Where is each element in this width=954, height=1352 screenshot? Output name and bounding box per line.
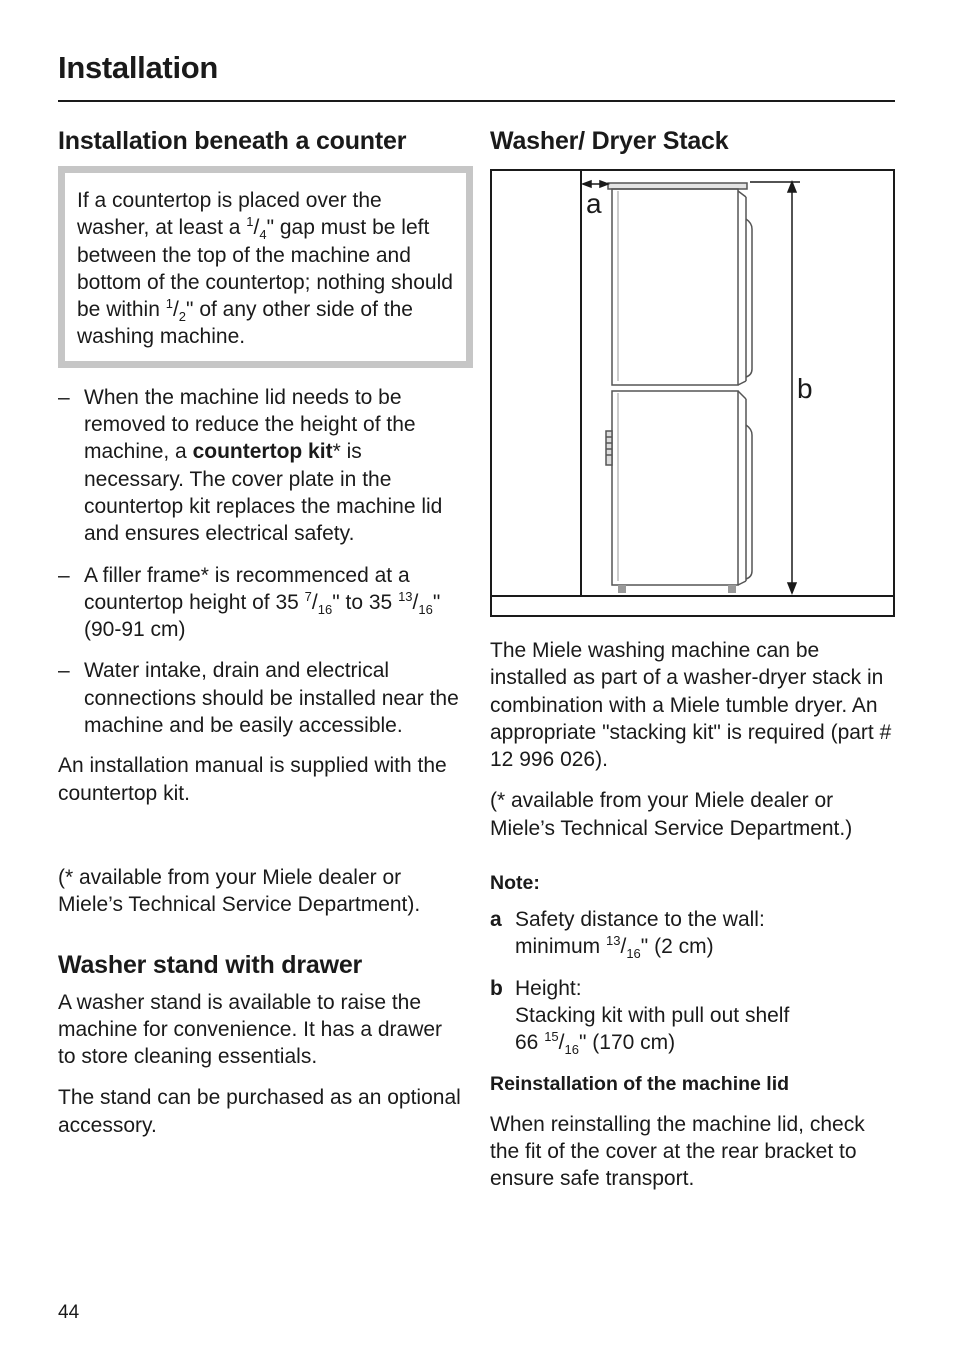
- countertop-kit-term: countertop kit: [192, 440, 333, 464]
- diagram-frame: [491, 170, 894, 616]
- availability-note: (* available from your Miele dealer or Miele’s Technical Service Department).: [58, 865, 421, 917]
- dryer-unit: [608, 183, 752, 385]
- note-list: [490, 906, 895, 1056]
- page-number: 44: [58, 1302, 80, 1323]
- stand-purchase-note: The stand can be purchased as an optional accessory.: [58, 1086, 461, 1137]
- stand-description: A washer stand is available to raise the machine for convenience. It has a drawer to store cleaning essentials.: [58, 990, 443, 1069]
- stand-heading: Washer stand with drawer: [58, 950, 363, 979]
- page-title: Installation: [58, 50, 219, 85]
- counter-heading: Installation beneath a counter: [58, 127, 407, 155]
- list-item: – A filler frame* is recommenced at a countertop height of 35 $^7/_{16}$" to 35 $^{13}/_{16}$" (90-91 cm): [58, 563, 441, 642]
- title-divider: [58, 100, 895, 102]
- note-heading: Note:: [490, 872, 540, 895]
- warning-box: [58, 166, 473, 368]
- list-item: – When the machine lid needs to be removed to reduce the height of the machine, a countertop kit* is necessary. The cover plate in the countertop kit replaces the machine lid and ensures electrical safety.: [58, 385, 443, 546]
- dimension-a-arrow: [583, 181, 608, 187]
- warning-text: If a countertop is placed over the washer, at least a $^1/_4$" gap must be left between the top of the machine and bottom of the countertop; nothing should be within $^1/_2$" of any other side of the washing machine.: [77, 189, 453, 349]
- reinstall-description: When reinstalling the machine lid, check the fit of the cover at the rear bracket to ensure safe transport.: [490, 1112, 865, 1191]
- washer-unit: [606, 391, 752, 593]
- dimension-b-label: b: [797, 373, 813, 404]
- counter-bullet-list: [58, 384, 463, 740]
- reinstall-heading: Reinstallation of the machine lid: [490, 1072, 790, 1095]
- stack-availability-note: (* available from your Miele dealer or Miele’s Technical Service Department.): [490, 789, 853, 840]
- stack-heading: Washer/ Dryer Stack: [490, 127, 729, 155]
- right-column: [490, 125, 895, 1192]
- left-column: [58, 125, 463, 1139]
- list-item: – Water intake, drain and electrical connections should be installed near the machine and be easily accessible.: [58, 659, 459, 738]
- washer-dryer-stack-diagram: [490, 169, 895, 617]
- stack-description: The Miele washing machine can be installed as part of a washer-dryer stack in combination with a Miele tumble dryer. An appropriate "stacking kit" is required (part # 12 996 026).: [490, 639, 892, 772]
- note-item-b: b Height: Stacking kit with pull out shelf 66 $^{15}/_{16}$" (170 cm): [490, 976, 790, 1058]
- dimension-a-label: a: [586, 188, 602, 219]
- manual-note: An installation manual is supplied with the countertop kit.: [58, 754, 447, 805]
- note-item-a: a Safety distance to the wall: minimum $^{13}/_{16}$" (2 cm): [490, 908, 765, 962]
- dimension-b-arrow: [750, 182, 800, 593]
